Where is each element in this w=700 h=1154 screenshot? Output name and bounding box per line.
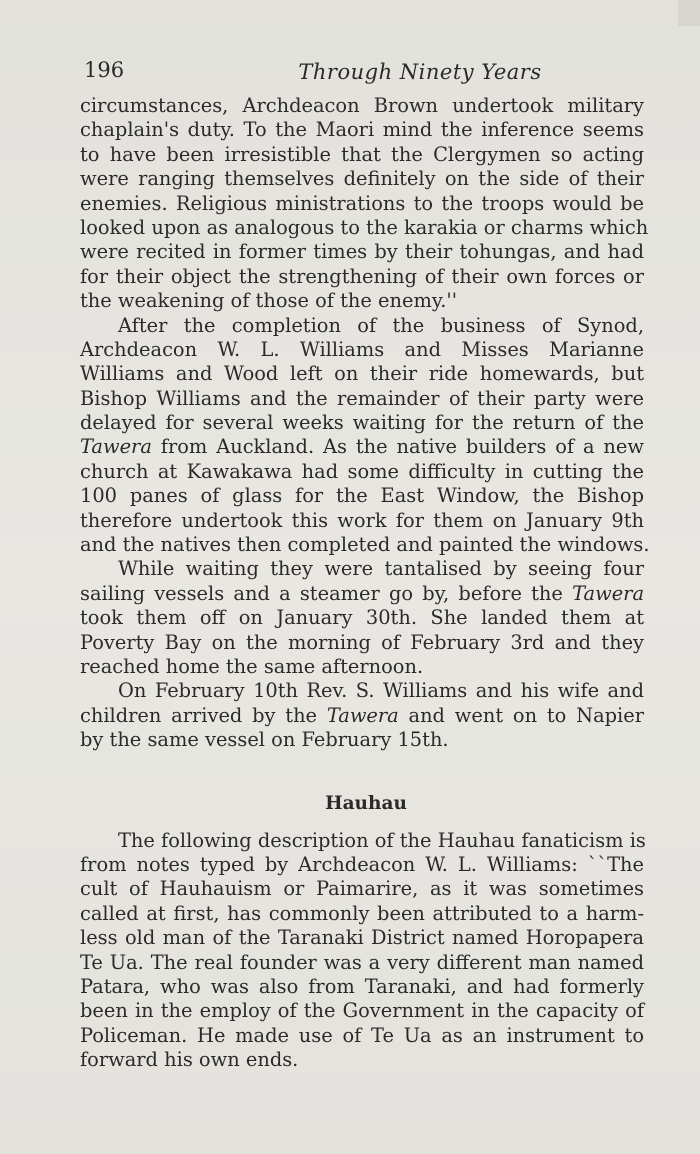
text-line: Poverty Bay on the morning of February 3rd and they bbox=[80, 630, 644, 654]
section-heading: Hauhau bbox=[325, 792, 407, 814]
page-corner bbox=[678, 0, 700, 26]
paragraph bbox=[80, 557, 644, 679]
paragraph bbox=[80, 829, 644, 1073]
italic-text: Tawera bbox=[572, 581, 644, 605]
text-line: 100 panes of glass for the East Window, the Bishop bbox=[80, 484, 644, 508]
text-line: circumstances, Archdeacon Brown undertook military bbox=[80, 94, 644, 117]
text-line: Bishop Williams and the remainder of their party were bbox=[80, 386, 644, 410]
text-line: less old man of the Taranaki District named Horopapera bbox=[80, 926, 644, 950]
text-line: were ranging themselves definitely on the side of their bbox=[80, 167, 644, 191]
page-header bbox=[80, 52, 642, 86]
text-line: Tawera from Auckland. As the native builders of a new bbox=[80, 435, 644, 459]
text-line: the weakening of those of the enemy.'' bbox=[80, 289, 458, 313]
text-line: therefore undertook this work for them on January 9th bbox=[80, 508, 644, 532]
text-line: cult of Hauhauism or Paimarire, as it was sometimes bbox=[80, 877, 644, 901]
text-line: Te Ua. The real founder was a very different man named bbox=[80, 950, 644, 974]
text-line: Williams and Wood left on their ride homewards, but bbox=[80, 362, 644, 386]
text-line: looked upon as analogous to the karakia or charms which bbox=[80, 215, 649, 239]
text-line: reached home the same afternoon. bbox=[80, 654, 424, 678]
italic-text: Tawera bbox=[80, 435, 152, 459]
text-line: enemies. Religious ministrations to the troops would be bbox=[80, 191, 644, 215]
italic-text: Tawera bbox=[326, 703, 399, 727]
text-line: Patara, who was also from Taranaki, and had formerly bbox=[80, 974, 644, 998]
text-line: sailing vessels and a steamer go by, before the Tawera bbox=[80, 581, 644, 605]
text-line: called at first, has commonly been attributed to a harm- bbox=[80, 901, 644, 925]
paragraph bbox=[80, 94, 649, 314]
text-line: chaplain's duty. To the Maori mind the inference seems bbox=[80, 118, 644, 142]
body-text bbox=[80, 94, 650, 1072]
text-line: been in the employ of the Government in the capacity of bbox=[80, 999, 644, 1023]
text-line: Policeman. He made use of Te Ua as an instrument to bbox=[80, 1023, 644, 1047]
paragraph bbox=[80, 313, 650, 558]
text-line: to have been irresistible that the Clergymen so acting bbox=[80, 142, 644, 166]
text-line: took them off on January 30th. She landed them at bbox=[80, 606, 644, 630]
text-line: Archdeacon W. L. Williams and Misses Marianne bbox=[80, 337, 644, 361]
text-line: On February 10th Rev. S. Williams and his wife and bbox=[118, 679, 644, 703]
running-title: Through Ninety Years bbox=[298, 60, 542, 84]
text-line: by the same vessel on February 15th. bbox=[80, 728, 449, 752]
text-line: for their object the strengthening of their own forces or bbox=[80, 264, 644, 288]
text-line: and the natives then completed and painted the windows. bbox=[80, 533, 650, 557]
text-line: delayed for several weeks waiting for the return of the bbox=[80, 411, 644, 435]
page-number: 196 bbox=[84, 58, 125, 82]
text-line: were recited in former times by their tohungas, and had bbox=[80, 240, 644, 264]
text-line: After the completion of the business of Synod, bbox=[118, 313, 644, 337]
text-line: The following description of the Hauhau fanaticism is bbox=[118, 828, 646, 852]
text-line: from notes typed by Archdeacon W. L. Williams: ``The bbox=[80, 852, 644, 876]
text-line: forward his own ends. bbox=[80, 1048, 299, 1072]
text-line: church at Kawakawa had some difficulty in cutting the bbox=[80, 459, 644, 483]
paragraph bbox=[80, 679, 644, 752]
text-line: children arrived by the Tawera and went on to Napier bbox=[80, 703, 644, 727]
text-line: While waiting they were tantalised by seeing four bbox=[118, 557, 644, 581]
